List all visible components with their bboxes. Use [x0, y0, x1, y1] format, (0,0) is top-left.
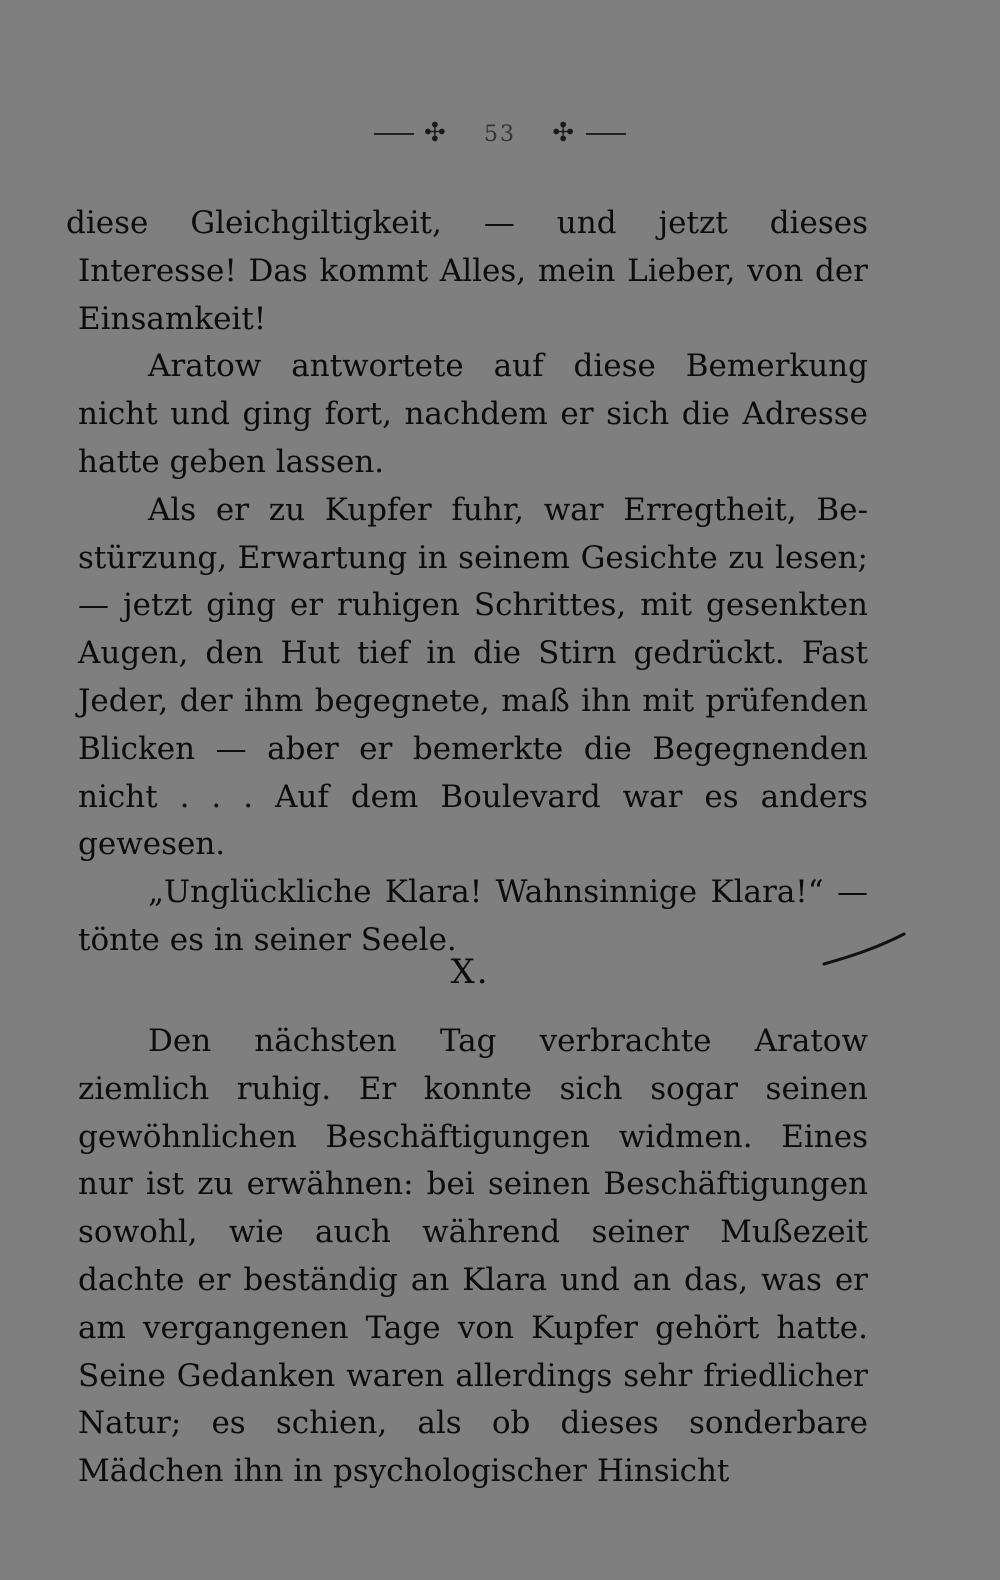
- paragraph: Aratow antwortete auf diese Bemerkung nicht und ging fort, nachdem er sich die Adresse hatte geben lassen.: [78, 348, 868, 480]
- text-block-before-chapter: [66, 200, 868, 965]
- page-number: 53: [484, 122, 516, 147]
- header-rule-left: [374, 133, 414, 135]
- paragraph: Den nächsten Tag verbrachte Aratow ziemlich ruhig. Er konnte sich sogar seinen gewöhnlichen Beschäftigungen widmen. Eines nur ist zu erwähnen: bei seinen Beschäftigungen sowohl, wie auch während seiner Mußezeit dachte er beständig an Klara und an das, was er am vergangenen Tage von Kupfer gehört hatte. Seine Gedanken waren allerdings sehr friedlicher Natur; es schien, als ob dieses sonderbare Mädchen ihn in psychologischer Hinsicht: [78, 1023, 868, 1490]
- paragraph: Als er zu Kupfer fuhr, war Erregtheit, Bestürzung, Erwartung in seinem Gesichte zu lesen; — jetzt ging er ruhigen Schrittes, mit gesenkten Augen, den Hut tief in die Stirn gedrückt. Fast Jeder, der ihm begegnete, maß ihn mit prüfenden Blicken — aber er bemerkte die Begegnenden nicht . . . Auf dem Boulevard war es anders gewesen.: [78, 491, 868, 863]
- paragraph: diese Gleichgiltigkeit, — und jetzt dieses Interesse! Das kommt Alles, mein Lieber, von der Einsamkeit!: [66, 205, 868, 337]
- text-block-after-chapter: [78, 1018, 868, 1496]
- chapter-heading: X.: [450, 952, 490, 992]
- paragraph: „Unglückliche Klara! Wahnsinnige Klara!“ — tönte es in seiner Seele.: [78, 874, 868, 958]
- ornament-left-icon: ✣: [423, 118, 448, 148]
- header-rule-right: [586, 133, 626, 135]
- page-header: [0, 118, 1000, 148]
- ornament-right-icon: ✣: [552, 118, 577, 148]
